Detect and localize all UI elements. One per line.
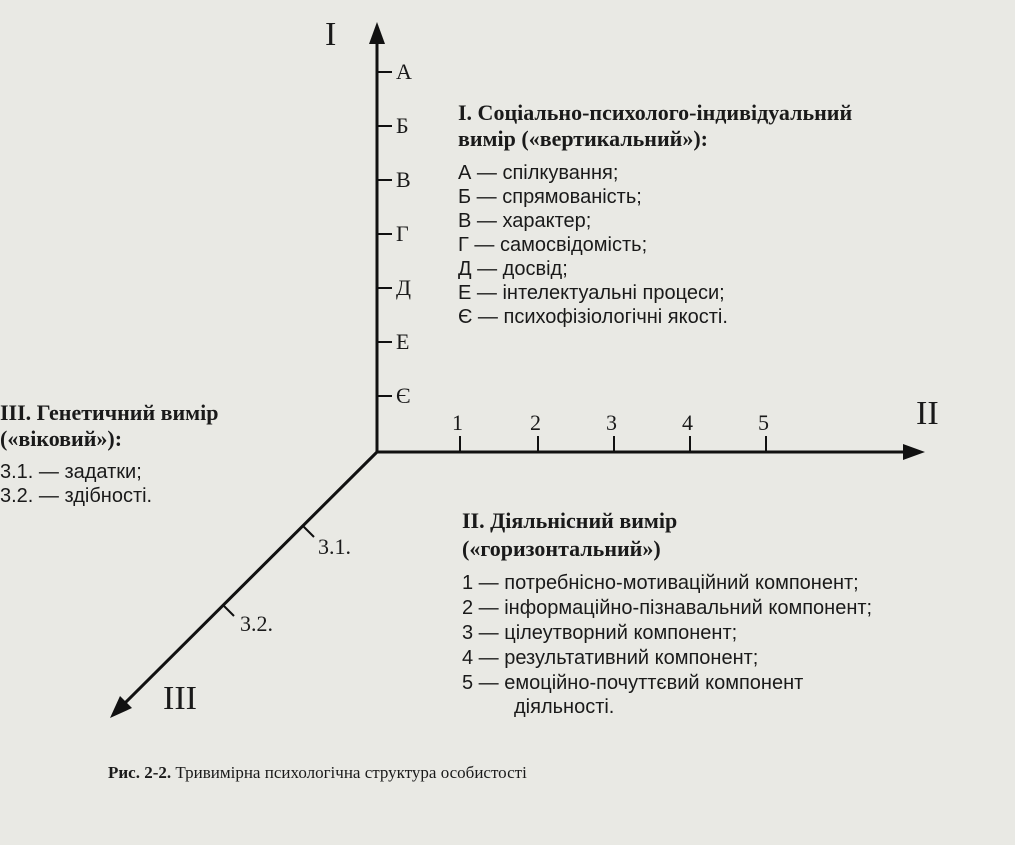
legend-horizontal-heading-1: II. Діяльнісний вимір [462,508,678,533]
legend-diagonal-heading-1: III. Генетичний вимір [0,400,219,425]
legend-vertical-heading-1: I. Соціально-психолого-індивідуальний [458,100,853,125]
legend-horizontal-item: 1 — потребнісно-мотиваційний компонент; [462,572,859,594]
tick-label-d: Д [396,275,412,300]
legend-diagonal-heading-2: («віковий»): [0,426,123,451]
legend-diagonal-item: 3.1. — задатки; [0,461,142,483]
tick-label-2: 2 [530,410,541,435]
legend-vertical-item: Г — самосвідомість; [458,234,648,256]
figure-caption [108,763,527,783]
tick-label-g: Г [396,221,409,246]
tick-label-e: Е [396,329,410,354]
legend-horizontal-item: 4 — результативний компонент; [462,647,759,669]
legend-vertical-item: В — характер; [458,210,592,232]
legend-horizontal-item: 5 — емоційно-почуттєвий компонент [462,672,804,694]
tick-label-3-2: 3.2. [240,611,273,636]
horizontal-axis-arrowhead [903,444,925,460]
vertical-ticks [377,72,392,396]
tick-label-a: А [396,59,412,84]
legend-horizontal-item: 3 — цілеутворний компонент; [462,622,738,644]
horizontal-axis-label: II [916,395,939,432]
legend-vertical-item: Б — спрямованість; [458,186,642,208]
legend-horizontal-item: діяльності. [514,696,615,718]
tick-label-1: 1 [452,410,463,435]
figure-caption-prefix: Рис. 2-2. [108,763,172,782]
legend-horizontal-heading-2: («горизонтальний») [462,536,661,561]
tick-label-5: 5 [758,410,769,435]
vertical-axis-arrowhead [369,22,385,44]
diagonal-ticks [223,526,314,616]
tick-label-b: Б [396,113,409,138]
tick-3-1 [303,526,314,537]
legend-vertical-heading-2: вимір («вертикальний»): [458,126,708,151]
figure-caption-text: Тривимірна психологічна структура особистості [175,763,527,782]
tick-label-4: 4 [682,410,693,435]
tick-label-3: 3 [606,410,617,435]
legend-vertical-item: Є — психофізіологічні якості. [458,306,728,328]
legend-horizontal-item: 2 — інформаційно-пізнавальний компонент; [462,597,873,619]
vertical-axis-label: I [325,16,337,53]
tick-label-v: В [396,167,411,192]
legend-diagonal-item: 3.2. — здібності. [0,485,153,507]
diagonal-axis-label: III [163,680,197,717]
legend-vertical-item: Е — інтелектуальні процеси; [458,282,725,304]
legend-vertical-item: А — спілкування; [458,162,619,184]
horizontal-ticks [460,436,766,452]
tick-label-3-1: 3.1. [318,534,351,559]
legend-vertical-item: Д — досвід; [458,258,568,280]
tick-label-ye: Є [396,383,411,408]
diagonal-axis-line [124,452,377,704]
tick-3-2 [223,605,234,616]
